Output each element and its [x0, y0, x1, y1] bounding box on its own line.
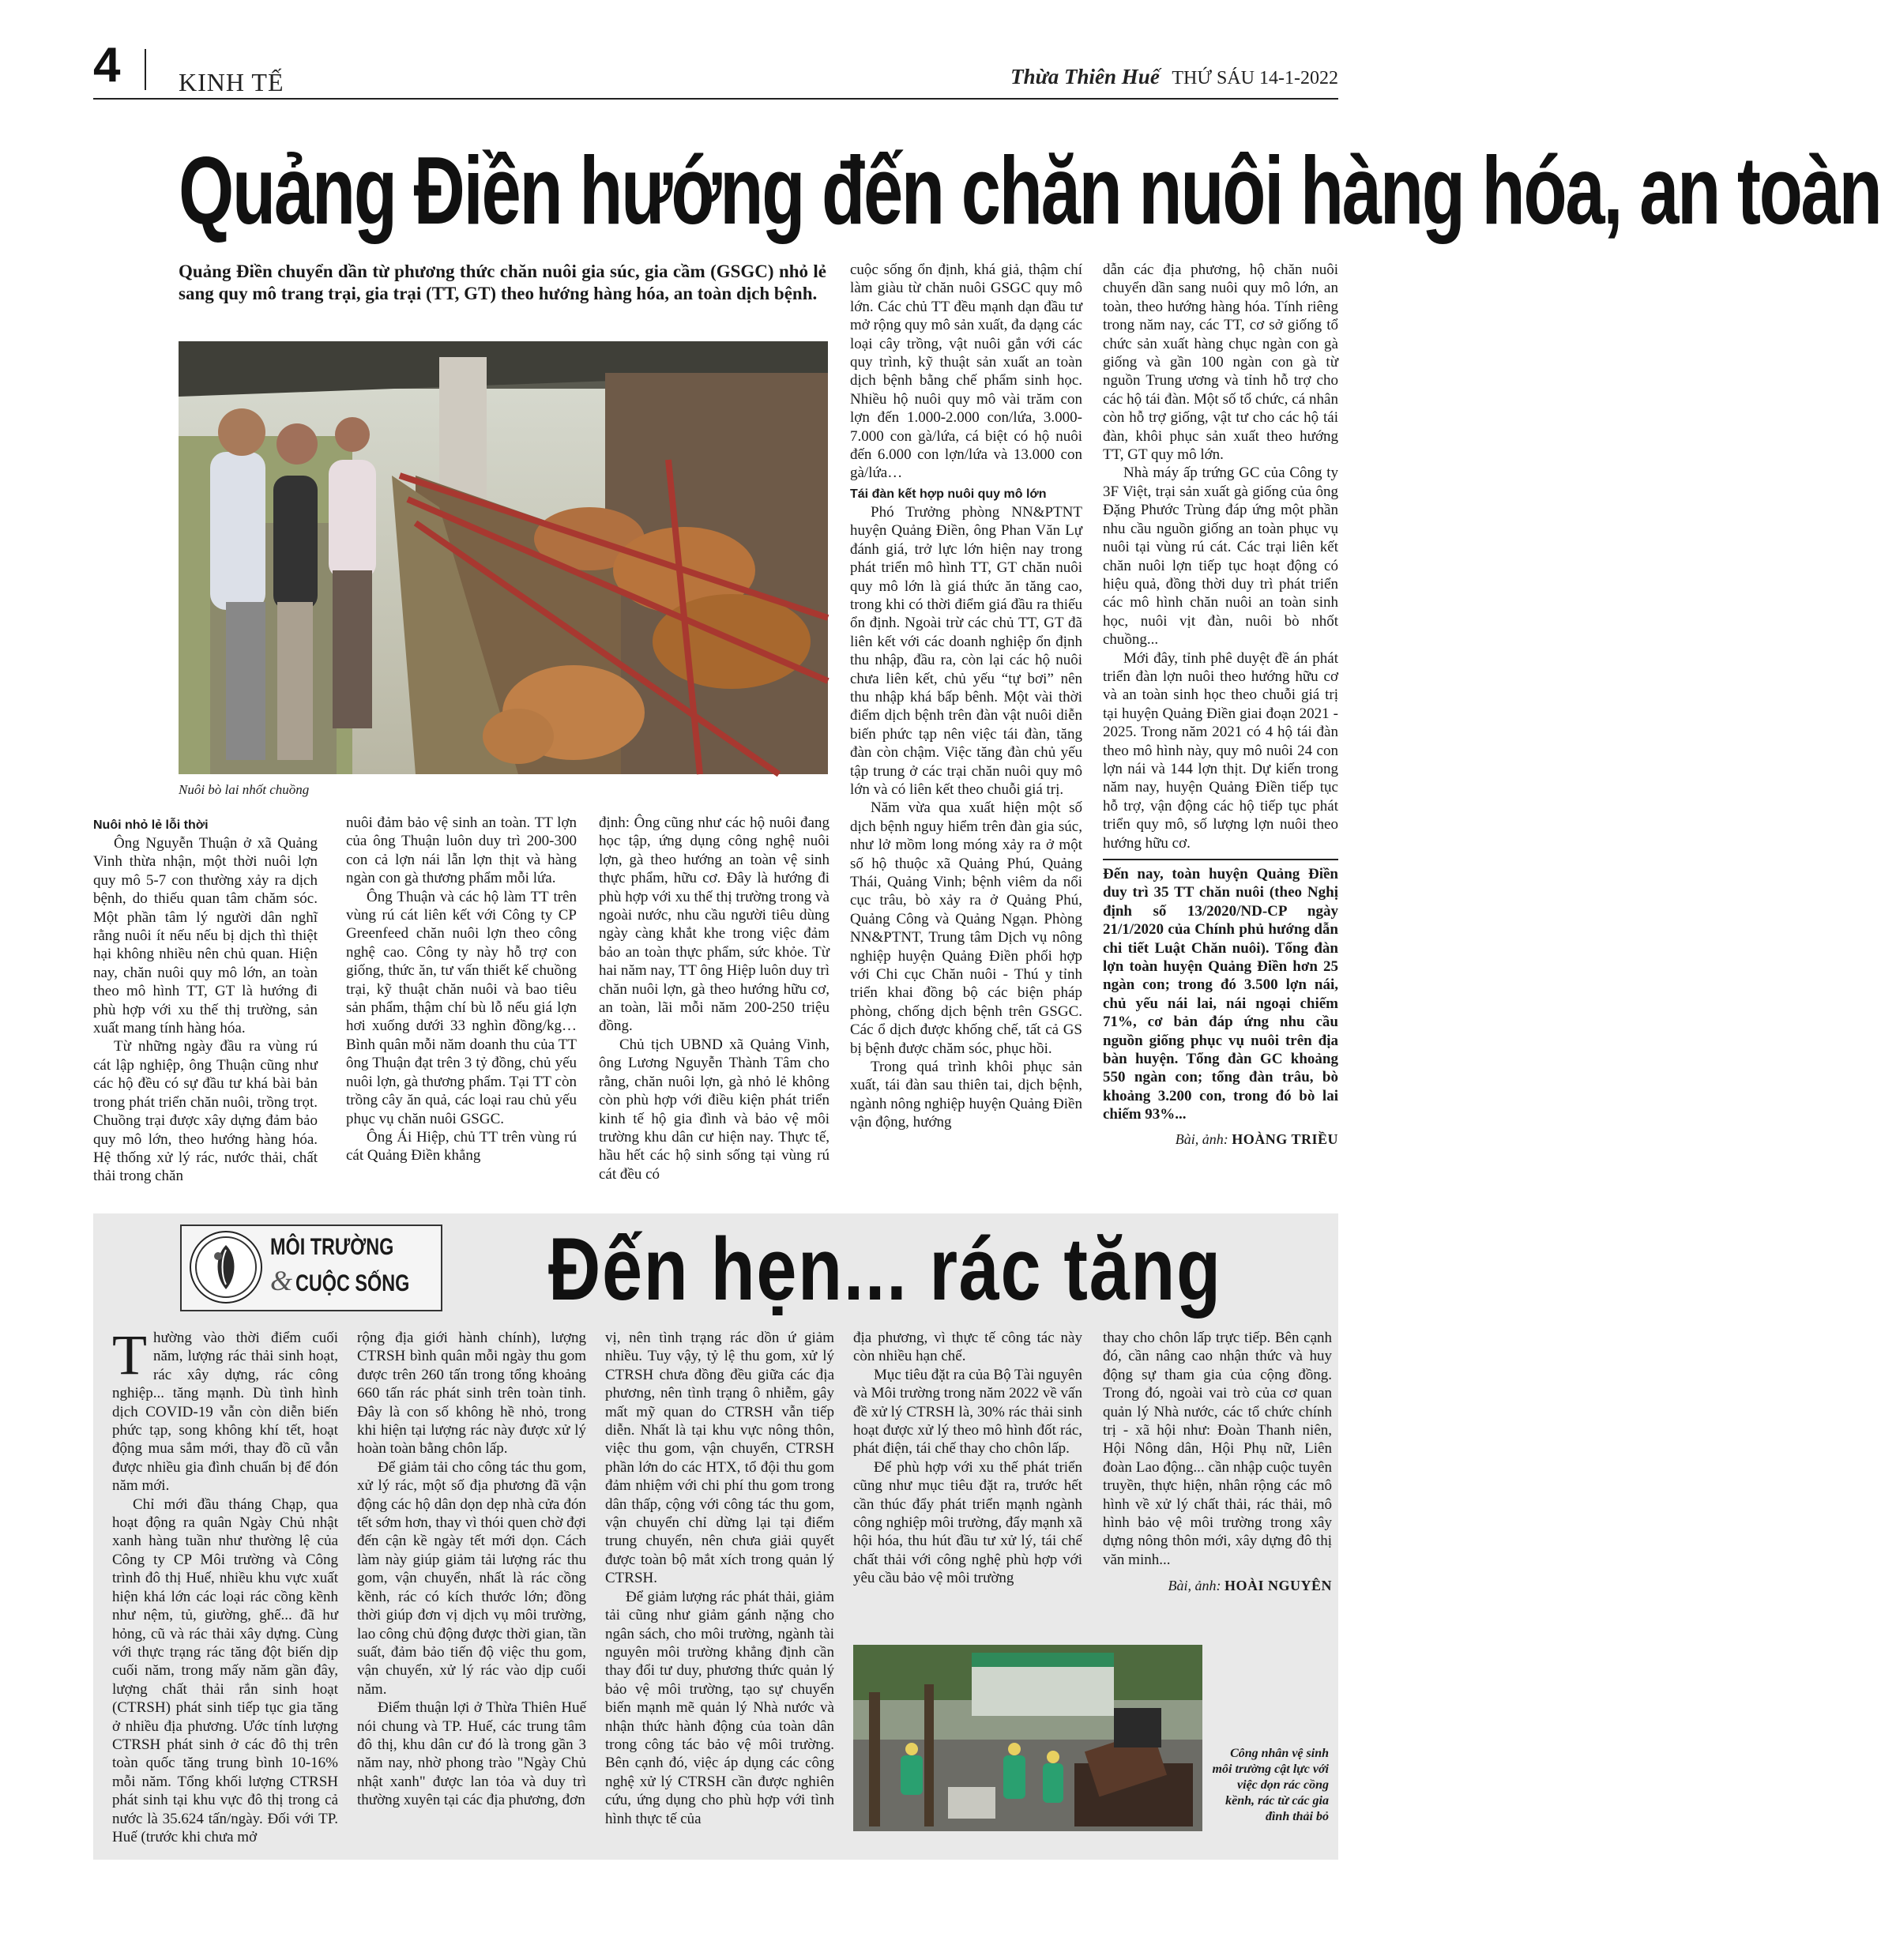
environment-logo-icon [190, 1231, 262, 1304]
paragraph: Nhà máy ấp trứng GC của Công ty 3F Việt, trại sản xuất gà giống của ông Đặng Phước Trùng đáp ứng một phần nhu cầu nguồn giống an toàn phục vụ nuôi tại vùng rú cát. Các trại liên kết chăn nuôi lợn tiếp tục hoạt động có hiệu quả, đồng thời duy trì phát triển các mô hình chăn nuôi an toàn sinh học, nuôi vịt đàn, nuôi bò nhốt chuồng... [1103, 465, 1338, 649]
paragraph: Chủ tịch UBND xã Quảng Vinh, ông Lương Nguyễn Thành Tâm cho rằng, chăn nuôi lợn, gà nhỏ lẻ không còn phù hợp với điều kiện phát triển kinh tế hộ gia đình và bảo vệ môi trường khu dân cư hiện nay. Thực tế, hầu hết các hộ sinh sống tại vùng rú cát đều có [599, 1036, 830, 1183]
header-rule [93, 98, 1338, 100]
paragraph: Mục tiêu đặt ra của Bộ Tài nguyên và Môi trường trong năm 2022 về vấn đề xử lý CTRSH là, 30% rác thải sinh hoạt được xử lý theo mô hình đốt rác, phát điện, tái chế thay cho chôn lấp. [853, 1366, 1082, 1458]
paragraph: cuộc sống ổn định, khá giả, thậm chí làm giàu từ chăn nuôi GSGC quy mô lớn. Các chủ TT đều mạnh dạn đầu tư mở rộng quy mô sản xuất, đa dạng các loại cây trồng, vật nuôi gắn với các quy trình, kỹ thuật sản xuất an toàn dịch bệnh bằng chế phẩm sinh học. Nhiều hộ nuôi quy mô vài trăm con lợn đến 1.000-2.000 con/lứa, 3.000-7.000 con gà/lứa, cá biệt có hộ nuôi đến 6.000 con lợn/lứa và 13.000 con gà/lứa… [850, 261, 1082, 482]
masthead [1010, 65, 1338, 89]
paragraph: Từ những ngày đầu ra vùng rú cát lập nghiệp, ông Thuận cũng như các hộ đều có sự đầu tư khá bài bản trong phát triển chăn nuôi, trồng trọt. Chuồng trại được xây dựng đảm bảo quy mô lớn, theo hướng hàng hóa. Hệ thống xử lý rác, nước thải, chất thải trong chăn [93, 1038, 318, 1185]
issue-date: THỨ SÁU 14-1-2022 [1172, 68, 1338, 88]
paragraph [112, 1323, 338, 1495]
badge-ampersand: & [270, 1265, 293, 1296]
subheading: Tái đàn kết hợp nuôi quy mô lớn [850, 487, 1047, 501]
article1-column-3 [599, 814, 830, 1209]
paragraph: Ông Nguyễn Thuận ở xã Quảng Vinh thừa nhận, một thời nuôi lợn quy mô 5-7 con thường xảy ra dịch bệnh, do thiếu quan tâm chăm sóc. Một phần tâm lý người dân nghĩ rằng nuôi ít nếu nếu bị dịch thì thiệt hại không nhiều nên chủ quan. Hiện nay, chăn nuôi quy mô lớn, an toàn theo mô hình TT, GT là hướng đi phù hợp với xu thế thị trường, sản xuất mang tính hàng hóa. [93, 835, 318, 1037]
article1-headline: Quảng Điền hướng đến chăn nuôi hàng hóa, an toàn [179, 137, 1881, 244]
paragraph: định: Ông cũng như các hộ nuôi đang học tập, ứng dụng công nghệ nuôi lợn, gà theo hướng an toàn vệ sinh thực phẩm, hữu cơ. Đây là hướng đi phù hợp với xu thế thị trường trong và ngoài nước, nhu cầu người tiêu dùng ngày càng khắt khe trong việc đảm bảo an toàn thực phẩm, sức khỏe. Từ hai năm nay, TT ông Hiệp luôn duy trì chăn nuôi lợn, gà theo hướng hữu cơ, an toàn, lãi mỗi năm 200-250 triệu đồng. [599, 814, 830, 1035]
article1-column-5 [1103, 261, 1338, 1209]
article2-headline: Đến hẹn... rác tăng [548, 1220, 1222, 1319]
article1-lead: Quảng Điền chuyển dần từ phương thức chăn nuôi gia súc, gia cầm (GSGC) nhỏ lẻ sang quy mô trang trại, gia trại (TT, GT) theo hướng hàng hóa, an toàn dịch bệnh. [179, 261, 826, 303]
subheading: Nuôi nhỏ lẻ lỗi thời [93, 818, 209, 832]
paragraph: Chỉ mới đầu tháng Chạp, qua hoạt động ra quân Ngày Chủ nhật xanh hàng tuần như thường lệ của Công ty CP Môi trường và Công trình đô thị Huế, nhiều khu vực xuất hiện khá lớn các loại rác cồng kềnh như nệm, tủ, giường, ghế... đã hư hỏng, cũ và rác thải xây dựng. Cùng với thực trạng rác tăng đột biến dịp cuối năm, trong mấy năm gần đây, lượng chất thải rắn sinh hoạt (CTRSH) phát sinh tiếp tục gia tăng ở nhiều địa phương. Ước tính lượng CTRSH phát sinh ở các đô thị trên toàn quốc tăng trung bình 10-16% mỗi năm. Tổng khối lượng CTRSH phát sinh tại khu vực đô thị trong cả nước là 35.624 tấn/ngày. Đối với TP. Huế (trước khi chưa mở [112, 1495, 338, 1845]
paragraph: Năm vừa qua xuất hiện một số dịch bệnh nguy hiểm trên đàn gia súc, như lở mồm long móng xảy ra ở một số hộ thuộc xã Quảng Phú, Quảng Thái, Quảng Vinh; bệnh viêm da nổi cục trâu, bò xảy ra ở Quảng Phú, Quảng Công và Quảng Ngạn. Phòng NN&PTNT, Trung tâm Dịch vụ nông nghiệp huyện Quảng Điền phối hợp với Chi cục Chăn nuôi - Thú y tỉnh triển khai đồng bộ các biện pháp phòng, chống dịch bệnh trên GSGC. Các ổ dịch được khống chế, tất cả GS bị bệnh được chăm sóc, phục hồi. [850, 799, 1082, 1057]
cattle-barn-illustration [179, 341, 828, 774]
article1-photo-caption: Nuôi bò lai nhốt chuồng [179, 782, 310, 797]
paragraph: Phó Trưởng phòng NN&PTNT huyện Quảng Điền, ông Phan Văn Lự đánh giá, trở lực lớn hiện nay trong phát triển mô hình TT, GT chăn nuôi quy mô lớn là giá thức ăn tăng cao, trong khi có thời điểm giá đầu ra thiếu ổn định. Ngoài trừ các chủ TT, GT đã liên kết với các doanh nghiệp ổn định thu nhập, đầu ra, còn lại các hộ nuôi chưa liên kết, chủ yếu “tự bơi” nên thu nhập khá bấp bênh. Một vài thời điểm dịch bệnh trên đàn vật nuôi diễn biến phức tạp nên việc tái đàn, tăng đàn còn chậm. Việc tăng đàn chủ yếu tập trung ở các trại chăn nuôi quy mô lớn và có liên kết theo chuỗi giá trị. [850, 503, 1082, 798]
paragraph-text: hường vào thời điểm cuối năm, lượng rác thải sinh hoạt, rác xây dựng, rác công nghiệp... tăng mạnh. Dù tình hình dịch COVID-19 vẫn còn diễn biến phức tạp, song không khí tết, hoạt động mua sắm mới, thay đồ cũ vẫn được nhiều gia đình chuẩn bị để đón năm mới. [112, 1330, 338, 1495]
leaf-emblem-icon [191, 1232, 261, 1302]
article2-credit [1103, 1577, 1332, 1595]
paragraph: Ông Thuận và các hộ làm TT trên vùng rú cát liên kết với Công ty CP Greenfeed chăn nuôi lợn theo công nghệ cao. Công ty này hỗ trợ con giống, thức ăn, tư vấn thiết kế chuồng trại, kỹ thuật chăn nuôi và bao tiêu sản phẩm, thậm chí bù lỗ nếu giá lợn hơi xuống dưới 33 nghìn đồng/kg… Bình quân mỗi năm doanh thu của TT ông Thuận đạt trên 3 tỷ đồng, chủ yếu nuôi lợn, gà thương phẩm. Tại TT còn trồng cây ăn quả, các loại rau chủ yếu phục vụ chăn nuôi GSGC. [346, 888, 577, 1127]
paragraph: Để phù hợp với xu thế phát triển cũng như mục tiêu đặt ra, trước hết cần thúc đẩy phát triển mạnh ngành công nghiệp môi trường, đẩy mạnh xã hội hóa, thu hút đầu tư xử lý, tái chế chất thải với công nghệ phù hợp với yêu cầu bảo vệ môi trường [853, 1458, 1082, 1587]
article1-column-1 [93, 814, 318, 1209]
summary-box: Đến nay, toàn huyện Quảng Điền duy trì 35 TT chăn nuôi (theo Nghị định số 13/2020/ND-CP ngày 21/1/2020 của Chính phủ hướng dẫn chi tiết Luật Chăn nuôi). Tổng đàn lợn toàn huyện Quảng Điền hơn 25 ngàn con; trong đó 3.500 lợn nái, chủ yếu nái lai, nái ngoại chiếm 71%, cơ bản đáp ứng nhu cầu nguồn giống phục vụ nuôi trên địa bàn huyện. Tổng đàn GC khoảng 550 ngàn con; tổng đàn trâu, bò khoảng 3.200 con, trong đó bò lai chiếm 93%... [1103, 866, 1338, 1123]
paragraph: Điểm thuận lợi ở Thừa Thiên Huế nói chung và TP. Huế, các trung tâm đô thị, khu dân cư đó là trong gần 3 năm nay, nhờ phong trào "Ngày Chủ nhật xanh" được lan tỏa và duy trì thường xuyên tại các địa phương, đơn [357, 1699, 586, 1809]
article1-column-4 [850, 261, 1082, 1209]
paragraph: vị, nên tình trạng rác dồn ứ giảm nhiều. Tuy vậy, tỷ lệ thu gom, xử lý CTRSH chưa đồng đều giữa các địa phương, nên tình trạng ô nhiễm, gây mất mỹ quan do CTRSH vẫn tiếp diễn. Nhất là tại khu vực nông thôn, việc thu gom, vận chuyển, CTRSH phần lớn do các HTX, tổ đội thu gom đảm nhiệm với chi phí thu gom trong dân thấp, cộng với công tác thu gom, vận chuyển chỉ dừng lại tại điểm trung chuyển, nên chưa giải quyết được toàn bộ mắt xích trong quản lý CTRSH. [605, 1330, 834, 1587]
paragraph: Để giảm lượng rác phát thải, giảm tải cũng như giảm gánh nặng cho ngân sách, cho môi trường, ngành tài nguyên môi trường khẳng định cần thay đổi tư duy, phương thức quản lý bảo vệ môi trường, tạo sự chuyển biến mạnh mẽ quản lý Nhà nước và nhận thức hành động của toàn dân trong công tác bảo vệ môi trường. Bên cạnh đó, việc áp dụng các công nghệ xử lý CTRSH cần được nghiên cứu, ứng dụng cho phù hợp với tình hình thực tế của [605, 1588, 834, 1827]
paragraph: dẫn các địa phương, hộ chăn nuôi chuyển dần sang nuôi quy mô lớn, an toàn, theo hướng hàng hóa. Tính riêng trong năm nay, các TT, cơ sở giống tổ chức sản xuất hàng chục ngàn con gà giống và gần 100 ngàn con gà từ nguồn Trung ương và tỉnh hỗ trợ cho các hộ tái đàn. Một số tổ chức, cá nhân còn hỗ trợ giống, vật tư cho các hộ tái đàn, khôi phục sản xuất theo hướng TT, GT quy mô lớn. [1103, 261, 1338, 464]
article2-column-2 [357, 1329, 586, 1850]
header-divider [145, 49, 146, 90]
section-title: KINH TẾ [179, 68, 284, 96]
article2-column-3 [605, 1329, 834, 1850]
credit-label: Bài, ảnh: [1168, 1578, 1221, 1594]
badge-title-line1: MÔI TRƯỜNG [270, 1234, 394, 1260]
article2-photo-caption: Công nhân vệ sinh môi trường cật lực với việc dọn rác cồng kềnh, rác từ các gia đình thải bỏ [1212, 1747, 1329, 1823]
paragraph: thay cho chôn lấp trực tiếp. Bên cạnh đó, cần nâng cao nhận thức và huy động sự tham gia của cộng đồng. Trong đó, ngoài vai trò của cơ quan quản lý Nhà nước, các tổ chức chính trị - xã hội như: Đoàn Thanh niên, Hội Nông dân, Hội Phụ nữ, Liên đoàn Lao động... cần nhập cuộc tuyên truyền, thực hiện, nhân rộng các mô hình về xử lý chất thải, rác thải, mô hình bảo vệ môi trường trong xây dựng nông thôn mới, xây dựng đô thị văn minh... [1103, 1330, 1332, 1568]
article1-photo [179, 341, 828, 774]
paragraph: địa phương, vì thực tế công tác này còn nhiều hạn chế. [853, 1330, 1082, 1365]
badge-title-line2: CUỘC SỐNG [295, 1270, 410, 1296]
paragraph: rộng địa giới hành chính), lượng CTRSH bình quân mỗi ngày thu gom được trên 260 tấn trong tổng khoảng 660 tấn rác phát sinh trên toàn tỉnh. Đây là con số không hề nhỏ, trong khi hiện tại lượng rác này được xử lý hoàn toàn bằng chôn lấp. [357, 1330, 586, 1458]
paragraph: nuôi đảm bảo vệ sinh an toàn. TT lợn của ông Thuận luôn duy trì 200-300 con cả lợn nái lẫn lợn thịt và hàng ngàn con gà thương phẩm mỗi lứa. [346, 814, 577, 887]
dropcap: T [112, 1323, 147, 1386]
paragraph: Mới đây, tỉnh phê duyệt đề án phát triển đàn lợn nuôi theo hướng hữu cơ và an toàn sinh học theo chuỗi giá trị tại huyện Quảng Điền giai đoạn 2021 - 2025. Trong năm 2021 có 4 hộ tái đàn theo mô hình này, quy mô nuôi 24 con lợn nái và 144 lợn thịt. Dự kiến trong năm nay, huyện Quảng Điền tiếp tục hỗ trợ, vận động các hộ tiếp tục phát triển quy mô, số lượng lợn nuôi theo hướng hữu cơ. [1103, 649, 1338, 852]
credit-author: HOÀNG TRIỀU [1232, 1130, 1338, 1147]
article1-credit [1103, 1130, 1338, 1149]
credit-label: Bài, ảnh: [1175, 1130, 1228, 1147]
article1-column-2 [346, 814, 577, 1209]
paragraph: Trong quá trình khôi phục sản xuất, tái đàn sau thiên tai, dịch bệnh, ngành nông nghiệp huyện Quảng Điền vận động, hướng [850, 1059, 1082, 1131]
box-divider [1103, 859, 1338, 860]
paragraph: Ông Ái Hiệp, chủ TT trên vùng rú cát Quảng Điền khẳng [346, 1128, 577, 1164]
paragraph: Để giảm tải cho công tác thu gom, xử lý rác, một số địa phương đã vận động các hộ dân dọn dẹp nhà cửa đón tết sớm hơn, thay vì thói quen chờ đợi đến cận kề ngày tết mới dọn. Cách làm này giúp giảm tải lượng rác thu gom, vận chuyển, nhất là rác cồng kềnh, rác có kích thước lớn; đồng thời giúp đơn vị dịch vụ môi trường, lao công chủ động được thời gian, tần suất, đảm bảo tiến độ việc thu gom, vận chuyển, xử lý rác vào dịp cuối năm. [357, 1458, 586, 1698]
page-number: 4 [93, 38, 121, 92]
article2-column-4 [853, 1329, 1082, 1638]
article2-column-1 [112, 1323, 338, 1850]
article2-column-5 [1103, 1329, 1332, 1638]
newspaper-brand: Thừa Thiên Huế [1010, 65, 1160, 88]
article2-photo [853, 1645, 1202, 1831]
credit-author: HOÀI NGUYÊN [1224, 1578, 1332, 1594]
street-cleanup-illustration [853, 1645, 1202, 1831]
